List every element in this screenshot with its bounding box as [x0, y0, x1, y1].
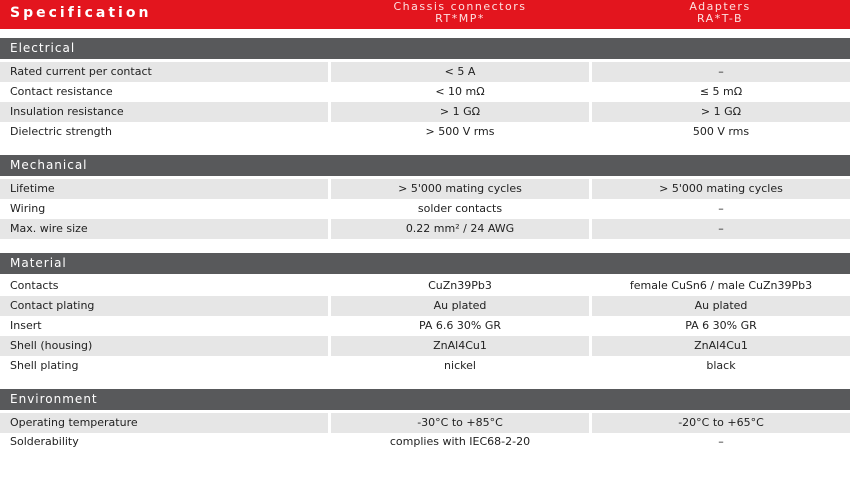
row-label: Contacts — [10, 279, 59, 292]
column-header-line: RT*MP* — [435, 12, 485, 25]
chassis-value: complies with IEC68-2-20 — [389, 435, 531, 448]
table-row — [0, 296, 850, 316]
row-label: Rated current per contact — [0, 62, 328, 82]
row-label: Insulation resistance — [0, 102, 328, 122]
row-label: Dielectric strength — [10, 125, 112, 138]
chassis-value: CuZn39Pb3 — [428, 279, 492, 292]
table-row — [0, 179, 850, 199]
table-row — [0, 82, 850, 102]
section-header-material — [0, 253, 850, 274]
adapter-value: ≤ 5 mΩ — [699, 85, 743, 98]
row-label: Wiring — [10, 202, 46, 215]
table-row — [0, 102, 850, 122]
table-row — [0, 122, 850, 142]
chassis-value: < 10 mΩ — [435, 85, 485, 98]
table-row — [0, 316, 850, 336]
chassis-value: > 500 V rms — [425, 125, 495, 138]
chassis-value: > 1 GΩ — [331, 102, 589, 122]
section-title: Material — [10, 256, 67, 270]
adapter-value: PA 6 30% GR — [685, 319, 757, 332]
column-header-line: RA*T-B — [696, 12, 744, 25]
chassis-value: -30°C to +85°C — [331, 413, 589, 433]
adapter-value: – — [718, 202, 724, 215]
chassis-value: < 5 A — [331, 62, 589, 82]
table-row — [0, 276, 850, 296]
chassis-value: PA 6.6 30% GR — [418, 319, 502, 332]
column-header-line: Chassis connectors — [393, 0, 527, 13]
row-label: Insert — [10, 319, 42, 332]
table-row — [0, 219, 850, 239]
adapter-value: ZnAl4Cu1 — [592, 336, 850, 356]
adapter-value: – — [718, 435, 724, 448]
spec-header — [0, 0, 850, 29]
row-label: Solderability — [10, 435, 79, 448]
chassis-value: > 5'000 mating cycles — [331, 179, 589, 199]
adapter-value: > 1 GΩ — [592, 102, 850, 122]
adapter-value: Au plated — [592, 296, 850, 316]
section-title: Electrical — [10, 41, 76, 55]
chassis-value: 0.22 mm² / 24 AWG — [331, 219, 589, 239]
chassis-value: Au plated — [331, 296, 589, 316]
adapter-value: 500 V rms — [692, 125, 750, 138]
row-label: Operating temperature — [0, 413, 328, 433]
chassis-value: solder contacts — [417, 202, 503, 215]
table-row — [0, 432, 850, 452]
section-title: Environment — [10, 392, 98, 406]
column-header-chassis-connectors — [330, 1, 590, 25]
table-row — [0, 336, 850, 356]
row-label: Contact resistance — [10, 85, 113, 98]
section-header-mechanical — [0, 155, 850, 176]
adapter-value: -20°C to +65°C — [592, 413, 850, 433]
adapter-value: – — [592, 219, 850, 239]
table-row — [0, 413, 850, 433]
section-header-electrical — [0, 38, 850, 59]
adapter-value: – — [592, 62, 850, 82]
chassis-value: ZnAl4Cu1 — [331, 336, 589, 356]
adapter-value: black — [706, 359, 736, 372]
row-label: Contact plating — [0, 296, 328, 316]
table-row — [0, 356, 850, 376]
row-label: Max. wire size — [0, 219, 328, 239]
chassis-value: nickel — [444, 359, 476, 372]
column-header-line: Adapters — [689, 0, 751, 13]
row-label: Shell (housing) — [0, 336, 328, 356]
table-row — [0, 199, 850, 219]
section-title: Mechanical — [10, 158, 88, 172]
row-label: Lifetime — [0, 179, 328, 199]
column-header-adapters — [590, 1, 850, 25]
section-header-environment — [0, 389, 850, 410]
page-title: Specification — [10, 5, 152, 21]
adapter-value: > 5'000 mating cycles — [592, 179, 850, 199]
row-label: Shell plating — [10, 359, 79, 372]
table-row — [0, 62, 850, 82]
adapter-value: female CuSn6 / male CuZn39Pb3 — [629, 279, 813, 292]
